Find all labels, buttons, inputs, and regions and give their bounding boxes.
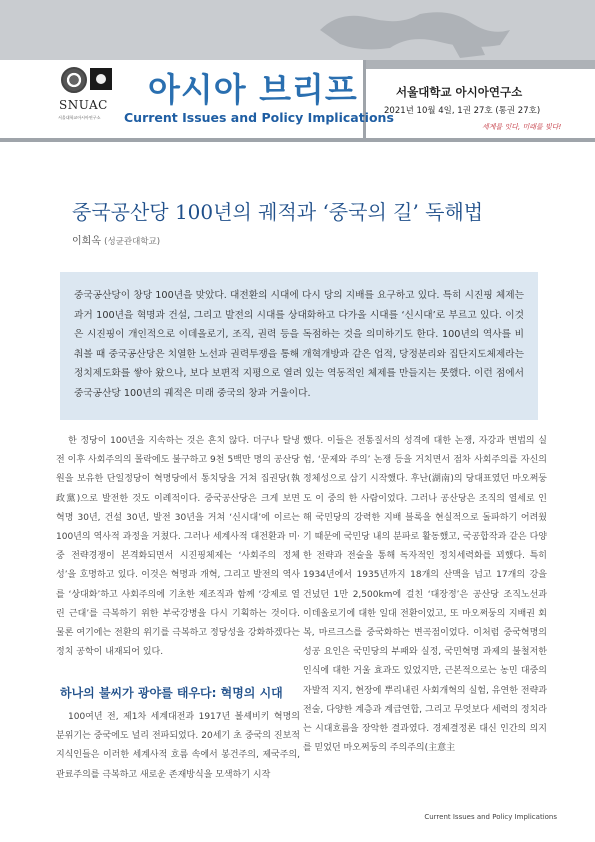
logo-text: SNUAC [59,98,108,112]
body-paragraph: 100여년 전, 제1차 세계대전과 1917년 볼셰비키 혁명의 분위기는 중국에도 널리 전파되었다. 20세기 초 중국의 진보적 지식인들은 이러한 세계사적 흐름 속에서 봉건주의, 제국주의, 관료주의를 극복하고 새로운 존재방식을 모색하기 시작 [56,712,300,780]
author-name: 이희옥 [72,236,101,247]
masthead-band [0,0,595,60]
body-column-left-continued [56,708,300,785]
logo-subtext: 서울대학교아시아연구소 [58,115,101,120]
institute-info [366,78,595,138]
page-footer: Current Issues and Policy Implications [424,813,557,821]
author-affiliation: (성균관대학교) [104,237,161,247]
slogan: 세계를 잇다, 미래를 빚다! [482,123,562,131]
snuac-logo [52,62,118,134]
brief-title-box [118,60,394,138]
masthead [0,0,595,145]
body-column-left [56,432,300,662]
masthead-rule [0,138,595,142]
brief-title-english: Current Issues and Policy Implications [124,110,394,125]
body-paragraph: 한 정당이 100년을 지속하는 것은 흔치 않다. 더구나 탈냉전 이후 사회주의의 몰락에도 불구하고 9천 5백만 명의 공산당원을 보유한 단일정당이 혁명당에서 통치당을 거쳐 집권당(執政黨)으로 발전한 것도 이례적이다. 중국공산당은 크게 보면 혁명 30년, 건설 30년, 발전 30년을 거쳐 ‘신시대’에 이르는 100년의 역사적 과정을 거쳤다. 그러나 세계사적 대전환과 미·중 전략경쟁이 본격화되면서 시진핑체제는 ‘사회주의 정체성’을 호명하고 있다. 이것은 혁명과 개혁, 그리고 발전의 역사를 ‘상대화’하고 사회주의에 기초한 제조직과 함께 ‘강제로 열린 근대’를 극복하기 위한 부국강병을 다시 기획하는 것이다. 물론 여기에는 전환의 위기를 극복하고 정당성을 강화하겠다는 정치 공학이 내재되어 있다. [56,436,300,658]
article-title: 중국공산당 100년의 궤적과 ‘중국의 길’ 독해법 [72,200,484,224]
body-paragraph: 했다. 이들은 전통질서의 성격에 대한 논쟁, 자강과 변법의 실험, ‘문제와 주의’ 논쟁 등을 거치면서 점차 사회주의를 자신의 정체성으로 삼기 시작했다. 후난(湖南)의 당대표였던 마오쩌둥도 이 중의 한 사람이었다. 그러나 공산당은 조직의 열세로 인해 국민당의 강력한 지배 블록을 현실적으로 돌파하기 어려웠기 때문에 국민당 내의 분파로 활동했고, 국공합작과 같은 다양한 전략과 전술을 통해 독자적인 정치세력화를 꾀했다. 특히 1934년에서 1935년까지 18개의 산맥을 넘고 17개의 강을 건넜던 1만 2,500km에 걸친 ‘대장정’은 공산당 조직노선과 이데올로기에 대한 일대 전환이었고, 또 마오쩌둥의 지배권 회복, 마르크스를 중국화하는 변곡점이었다. 이처럼 중국혁명의 성공 요인은 국민당의 부패와 실정, 국민혁명 과제의 불철저한 인식에 대한 거울 효과도 있었지만, 근본적으로는 농민 대중의 자발적 지지, 현장에 뿌리내린 사회개혁의 실험, 유연한 전략과 전술, 다양한 계층과 계급연합, 그리고 무엇보다 세력의 정치라는 시대흐름을 장악한 결과였다. 경제결정론 대신 인간의 의지를 믿었던 마오쩌둥의 주의주의(主意主 [303,436,547,754]
section-heading: 하나의 불씨가 광야를 태우다: 혁명의 시대 [60,686,283,700]
abstract-text: 중국공산당이 창당 100년을 맞았다. 대전환의 시대에 다시 당의 지배를 요구하고 있다. 특히 시진핑 체제는 과거 100년을 혁명과 건설, 그리고 발전의 시대를 상대화하고 다가올 시대를 ‘신시대’로 부르고 있다. 이것은 시진핑이 개인적으로 이데올로기, 조직, 권력 등을 독점하는 것을 의미하기도 한다. 100년의 역사를 비춰볼 때 중국공산당은 치열한 노선과 권력투쟁을 통해 개혁개방과 같은 업적, 당정분리와 집단지도체제라는 정치제도화를 쌓아 왔으나, 보다 보편적 지평으로 열려 있는 역동적인 체제를 만들지는 못했다. 이런 점에서 중국공산당 100년의 궤적은 미래 중국의 창과 거울이다. [74,290,524,399]
institute-emblem-icon [90,68,112,90]
abstract-box [60,272,538,420]
author-line [72,232,160,247]
issue-info: 2021년 10월 4일, 1권 27호 (통권 27호) [384,106,541,116]
university-seal-icon [61,67,87,93]
body-column-right [303,432,547,758]
brief-title-korean: 아시아 브리프 [148,70,358,109]
world-map-decoration [300,0,520,60]
institute-name: 서울대학교 아시아연구소 [396,85,523,99]
